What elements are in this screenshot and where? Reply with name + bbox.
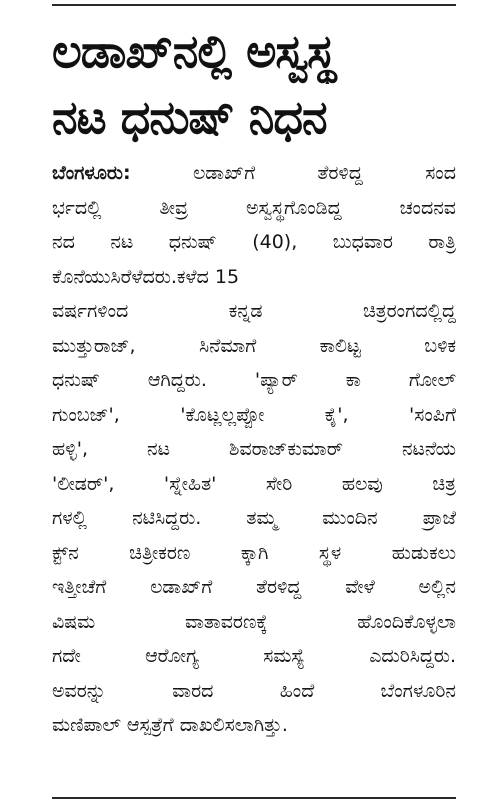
body-line: ವರ್ಷಗಳಿಂದ ಕನ್ನಡ ಚಿತ್ರರಂಗದಲ್ಲಿದ್ದ — [52, 300, 456, 322]
headline — [52, 18, 456, 150]
body-line: ಕ್ಟ್‌ನ ಚಿತ್ರೀಕರಣ ಕ್ಕಾಗಿ ಸ್ಥಳ ಹುಡುಕಲು — [52, 541, 456, 564]
body-line: ಗದೇ ಆರೋಗ್ಯ ಸಮಸ್ಯೆ ಎದುರಿಸಿದ್ದರು. — [52, 645, 456, 667]
body-line: ಕೊನೆಯುಸಿರೆಳೆದರು.ಕಳೆದ 15 — [52, 265, 240, 288]
body-line: ಮುತ್ತುರಾಜ್, ಸಿನೆಮಾಗೆ ಕಾಲಿಟ್ಟ ಬಳಿಕ — [52, 334, 456, 357]
body-line-text: ಲಡಾಖ್‌ಗೆ ತೆರಳಿದ್ದ ಸಂದ — [130, 162, 456, 184]
body-line: ನದ ನಟ ಧನುಷ್ (40), ಬುಧವಾರ ರಾತ್ರಿ — [52, 231, 456, 253]
body-line: ಮಣಿಪಾಲ್ ಆಸ್ಪತ್ರೆಗೆ ದಾಖಲಿಸಲಾಗಿತ್ತು. — [52, 714, 288, 736]
headline-line: ಲಡಾಖ್‌ನಲ್ಲಿ ಅಸ್ವಸ್ಥ — [52, 24, 336, 78]
news-article — [52, 18, 456, 743]
bottom-rule — [52, 797, 456, 799]
body-line: ಅವರನ್ನು ವಾರದ ಹಿಂದೆ ಬೆಂಗಳೂರಿನ — [52, 679, 456, 702]
article-body — [52, 156, 456, 743]
body-line: ಗುಂಬಜ್', 'ಕೊಟ್ಲಲ್ಲಪ್ಪೋ ಕೈ', 'ಸಂಪಿಗೆ — [52, 403, 456, 426]
body-line: ಧನುಷ್ ಆಗಿದ್ದರು. 'ಪ್ಯಾರ್ ಕಾ ಗೋಲ್ — [52, 369, 456, 391]
body-line: ರ್ಭದಲ್ಲಿ ತೀವ್ರ ಅಸ್ವಸ್ಥಗೊಂಡಿದ್ದ ಚಂದನವ — [52, 196, 456, 219]
body-line: 'ಲೀಡರ್', 'ಸ್ನೇಹಿತ' ಸೇರಿ ಹಲವು ಚಿತ್ರ — [52, 472, 456, 495]
body-line — [52, 156, 456, 191]
top-rule — [52, 4, 456, 6]
headline-line: ನಟ ಧನುಷ್ ನಿಧನ — [52, 90, 327, 144]
body-line: ವಿಷಮ ವಾತಾವರಣಕ್ಕೆ ಹೊಂದಿಕೊಳ್ಳಲಾ — [52, 610, 456, 633]
body-line: ಹಳ್ಳಿ', ನಟ ಶಿವರಾಜ್‌ಕುಮಾರ್ ನಟನೆಯ — [52, 438, 456, 460]
dateline: ಬೆಂಗಳೂರು: — [52, 162, 131, 184]
body-line: ಗಳಲ್ಲಿ ನಟಿಸಿದ್ದರು. ತಮ್ಮ ಮುಂದಿನ ಪ್ರಾಜೆ — [52, 507, 456, 529]
body-line: ಇತ್ತೀಚೆಗೆ ಲಡಾಖ್‌ಗೆ ತೆರಳಿದ್ದ ವೇಳೆ ಅಲ್ಲಿನ — [52, 576, 456, 598]
